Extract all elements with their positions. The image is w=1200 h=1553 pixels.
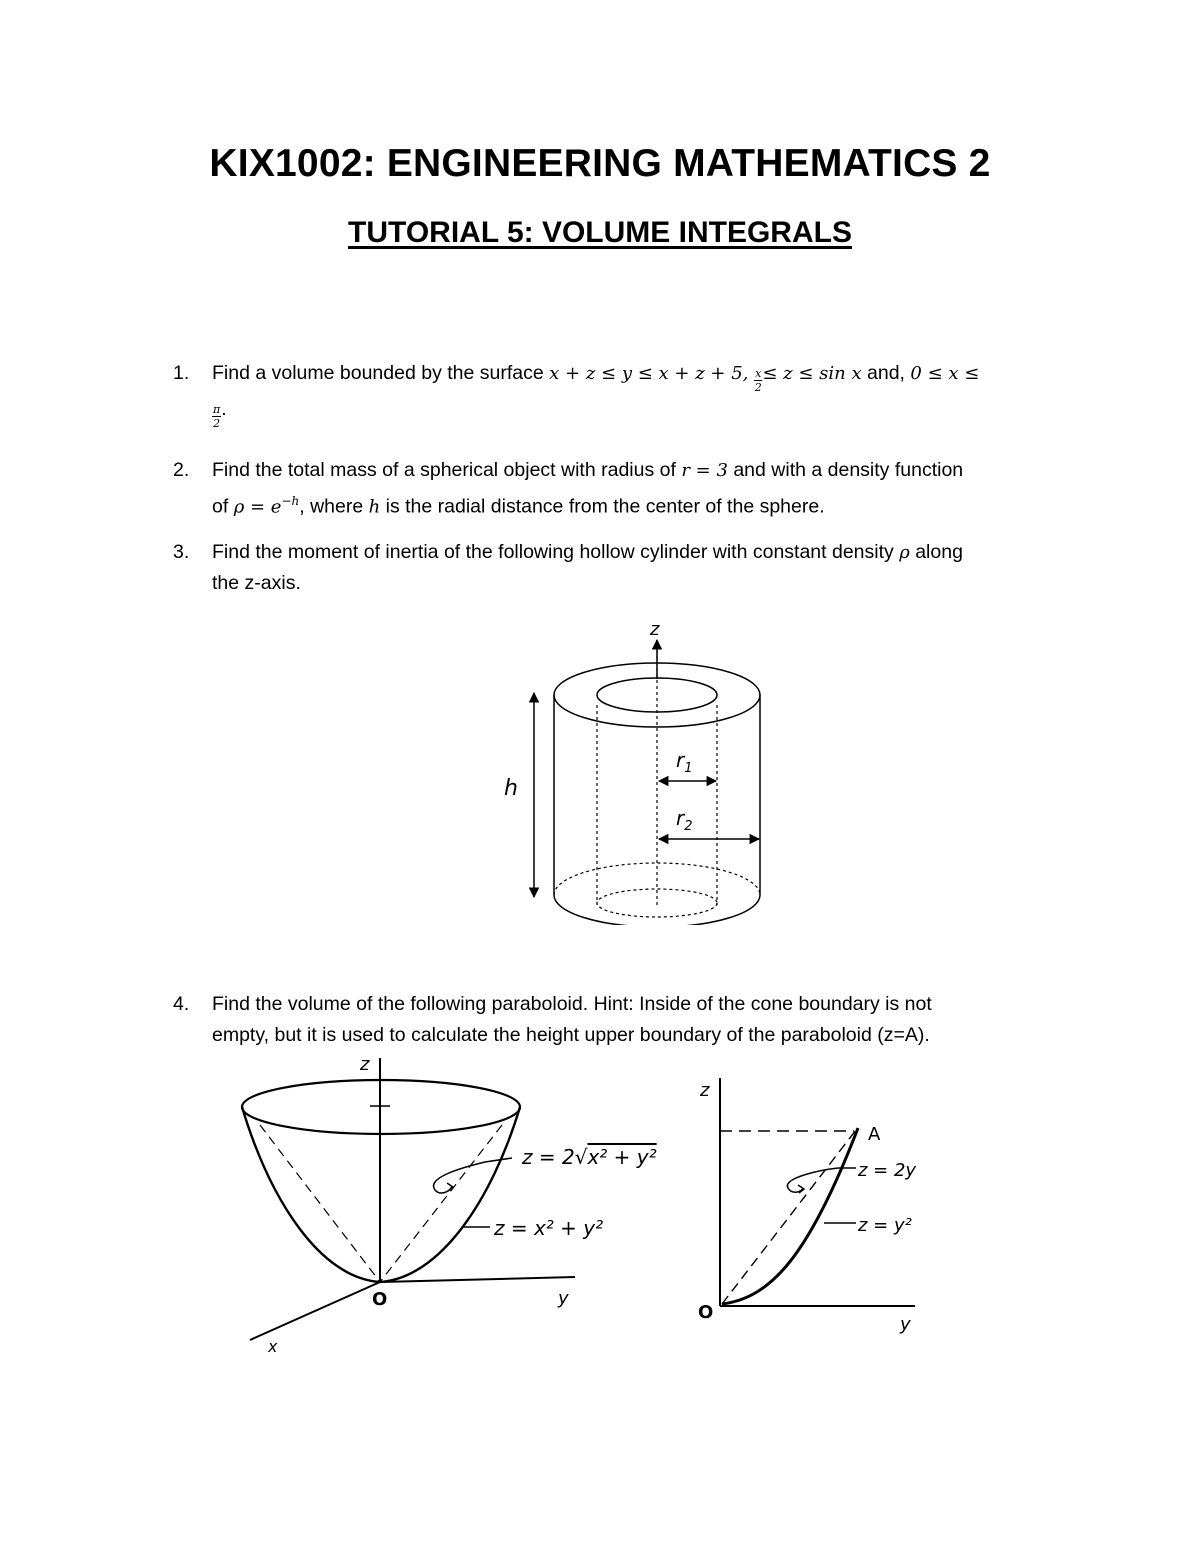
fraction-denominator: 2 (213, 417, 221, 430)
question-text: Find a volume bounded by the surface (212, 362, 550, 384)
question-text: and, (861, 362, 911, 384)
math-expression: x + z ≤ y ≤ x + z + 5, (549, 363, 755, 384)
question-text: Find the volume of the following paraboloid. Hint: Inside of the cone boundary is not (212, 993, 932, 1015)
fraction-denominator: 2 (754, 381, 762, 394)
question-2 (173, 455, 1073, 523)
question-4 (173, 989, 1073, 1051)
origin-label: O (698, 1302, 714, 1323)
question-number: 3. (173, 541, 190, 563)
r2-label: $r_2$ (676, 806, 693, 834)
line-z-2y (722, 1130, 856, 1304)
math-expression: ρ = e (233, 496, 282, 518)
outer-bottom-front (554, 895, 760, 925)
curve-equation: z = y² (858, 1215, 912, 1236)
question-end: . (221, 398, 227, 420)
question-text: and with a density function (727, 459, 964, 481)
z-axis-label: z (360, 1054, 370, 1075)
question-number: 2. (173, 459, 190, 481)
question-3 (173, 537, 1073, 599)
question-text: of (212, 495, 234, 518)
point-a-label: A (868, 1124, 881, 1145)
fraction-numerator: π (213, 403, 221, 416)
math-expression: ρ (899, 542, 910, 563)
math-expression: 0 ≤ x ≤ (910, 363, 980, 384)
question-text: Find the total mass of a spherical object with radius of (212, 459, 682, 481)
cone-left-edge (260, 1125, 380, 1282)
question-number: 1. (173, 362, 190, 384)
question-number: 4. (173, 993, 190, 1015)
math-expression: r = 3 (681, 460, 728, 481)
r1-label: $r_1$ (676, 748, 693, 776)
z-axis-label: z (700, 1080, 710, 1101)
paraboloid-figure (230, 1050, 660, 1360)
cone-equation: z = 2√x² + y² (522, 1145, 657, 1169)
question-text: along (909, 541, 963, 563)
math-expression: h (368, 496, 381, 518)
paraboloid-equation: z = x² + y² (494, 1216, 604, 1240)
origin-label: O (372, 1289, 388, 1310)
page-title: KIX1002: ENGINEERING MATHEMATICS 2 (209, 142, 991, 185)
line-equation: z = 2y (858, 1160, 917, 1181)
fraction-numerator: x (755, 367, 762, 380)
question-text: Find the moment of inertia of the following hollow cylinder with constant density (212, 541, 900, 563)
question-text: , where (299, 495, 369, 518)
hollow-cylinder-figure (490, 615, 790, 925)
question-text: empty, but it is used to calculate the height upper boundary of the paraboloid (z=A). (212, 1024, 930, 1046)
z-axis-label: z (650, 619, 660, 640)
cross-section-figure (690, 1068, 950, 1338)
question-text: the z-axis. (212, 572, 301, 594)
question-1 (173, 358, 1073, 430)
y-axis-label: y (558, 1288, 569, 1309)
x-axis-label: x (268, 1337, 278, 1356)
x-axis-line (250, 1282, 380, 1340)
height-label: h (504, 776, 518, 801)
y-axis-line (380, 1277, 575, 1282)
y-axis-label: y (900, 1314, 911, 1335)
line-pointer-loop (787, 1168, 838, 1192)
question-text: is the radial distance from the center of the sphere. (380, 495, 825, 518)
cone-right-edge (380, 1125, 502, 1282)
math-expression: ≤ z ≤ sin x (762, 363, 862, 384)
fraction (212, 403, 221, 430)
page-subtitle: TUTORIAL 5: VOLUME INTEGRALS (348, 216, 852, 249)
math-superscript: −h (281, 494, 300, 508)
